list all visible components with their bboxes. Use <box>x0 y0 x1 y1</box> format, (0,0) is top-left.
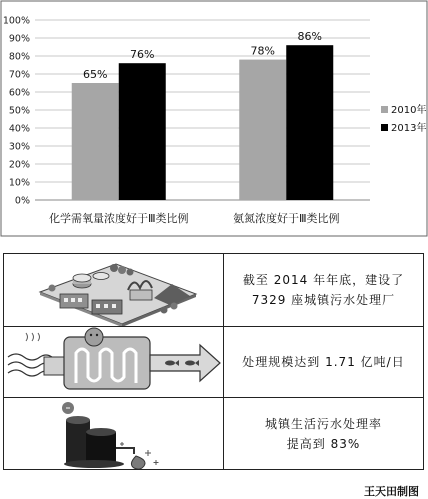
y-tick-label: 10% <box>8 177 30 189</box>
info-panel <box>3 253 424 470</box>
bar-2013年-1 <box>286 45 333 200</box>
panel-text-line: 截至 2014 年年底，建设了 <box>242 272 405 287</box>
data-label: 86% <box>297 30 322 44</box>
y-tick-label: 90% <box>8 33 30 45</box>
sewage-treatment-plant-icon <box>4 254 224 326</box>
y-tick-label: 70% <box>8 69 30 81</box>
sewage-tank-icon <box>4 398 224 469</box>
category-label: 化学需氧量浓度好于Ⅲ类比例 <box>48 212 189 225</box>
water-pipeline-icon <box>4 327 224 398</box>
chart-frame <box>1 1 427 236</box>
panel-text-line: 7329 座城镇污水处理厂 <box>251 292 396 307</box>
panel-text-plants <box>224 254 423 326</box>
data-label: 65% <box>83 68 108 81</box>
credit-text: 王天田制图 <box>364 485 419 498</box>
panel-row <box>4 254 423 326</box>
y-tick-label: 40% <box>8 123 30 135</box>
bar-chart <box>0 0 428 238</box>
legend-swatch <box>381 106 388 113</box>
panel-text-rate <box>224 398 423 469</box>
bar-2013年-0 <box>119 63 166 200</box>
panel-row <box>4 397 423 469</box>
data-label: 76% <box>130 48 155 62</box>
y-tick-label: 20% <box>8 159 30 171</box>
category-label: 氨氮浓度好于Ⅲ类比例 <box>232 212 340 225</box>
data-label: 78% <box>250 44 275 58</box>
chart-canvas <box>0 0 428 238</box>
legend-label: 2013年 <box>391 123 427 134</box>
y-tick-label: 100% <box>2 15 30 27</box>
y-tick-label: 30% <box>8 141 30 153</box>
panel-text-line: 城镇生活污水处理率 <box>264 416 382 431</box>
y-tick-label: 0% <box>14 195 30 207</box>
legend-label: 2010年 <box>391 105 427 116</box>
panel-row <box>4 326 423 398</box>
legend-swatch <box>381 124 388 131</box>
panel-text-capacity <box>224 327 423 398</box>
bar-2010年-0 <box>72 83 119 200</box>
y-tick-label: 80% <box>8 51 30 63</box>
y-tick-label: 50% <box>8 105 30 117</box>
y-tick-label: 60% <box>8 87 30 99</box>
panel-text-line: 提高到 83% <box>286 436 361 451</box>
panel-text-line: 处理规模达到 1.71 亿吨/日 <box>242 354 405 369</box>
bar-2010年-1 <box>239 60 286 200</box>
